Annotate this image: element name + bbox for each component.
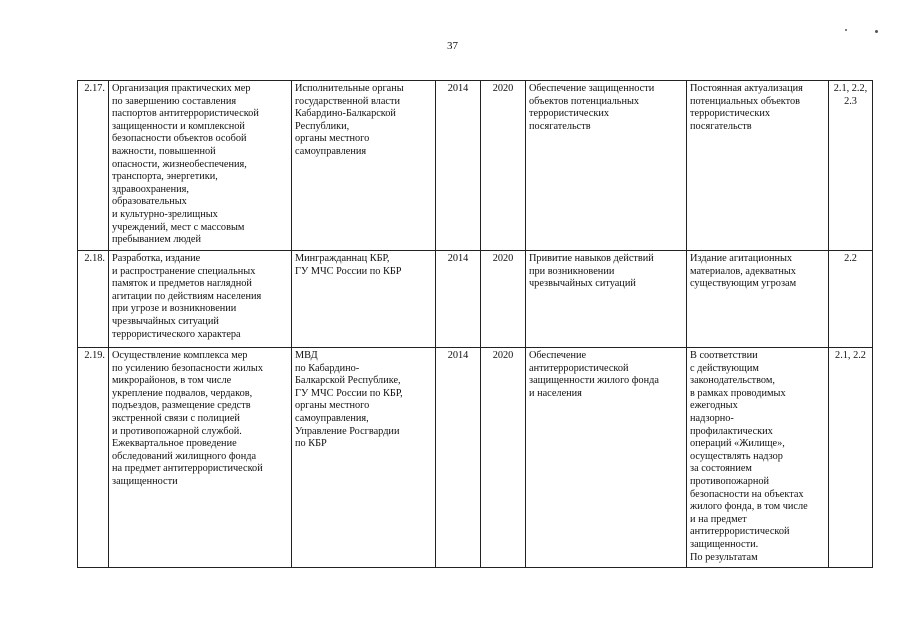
executors [292,251,436,348]
expected-result-line: материалов, адекватных [690,265,796,277]
goal-line: чрезвычайных ситуаций [529,278,636,290]
goal [526,251,687,348]
table-row [78,81,873,251]
expected-result-line: законодательством, [690,375,775,387]
item-number: 2.17. [78,81,109,251]
goal-line: террористических [529,108,609,120]
table-row [78,348,873,568]
expected-result-line: противопожарной [690,475,770,487]
item-number: 2.18. [78,251,109,348]
goal [526,348,687,568]
executors-line: государственной власти [295,95,400,107]
executors-line: по Кабардино- [295,362,360,374]
expected-result-line: существующим угрозам [690,278,797,290]
task-description-line: экстренной связи с полицией [112,412,240,424]
expected-result-line: за состоянием [690,463,752,475]
task-description-line: обследований жилищного фонда [112,450,257,462]
indicators-line: 2.1, 2.2, [833,83,868,94]
task-description-line: террористического характера [112,328,241,340]
task-description-line: при угрозе и возникновении [112,303,237,315]
expected-result-line: операций «Жилище», [690,438,785,450]
executors-line: ГУ МЧС России по КБР, [295,387,403,399]
executors-line: Балкарской Республике, [295,375,401,387]
expected-result-line: Постоянная актуализация [690,83,803,94]
task-description-line: на предмет антитеррористической [112,463,263,475]
executors [292,348,436,568]
executors-line: ГУ МЧС России по КБР [295,265,402,277]
task-description-line: важности, повышенной [112,145,216,157]
page-number: 37 [447,40,458,52]
task-description-line: памяток и предметов наглядной [112,278,252,290]
task-description [109,251,292,348]
indicators [829,348,873,568]
task-description-line: по усилению безопасности жилых [112,362,263,374]
indicators [829,251,873,348]
task-description-line: образовательных [112,196,187,208]
expected-result-line: посягательств [690,120,752,132]
expected-result-line: жилого фонда, в том числе [690,501,808,513]
task-description-line: опасности, жизнеобеспечения, [112,158,247,170]
executors [292,81,436,251]
goal-line: объектов потенциальных [529,95,640,107]
executors-line: Исполнительные органы [295,83,404,94]
scan-speck [875,30,878,33]
executors-line: по КБР [295,438,327,450]
expected-result-line: Издание агитационных [690,253,793,264]
executors-line: органы местного [295,133,370,145]
expected-result-line: защищенности. [690,538,759,550]
task-description-line: укрепление подвалов, чердаков, [112,387,253,399]
start-year: 2014 [436,81,481,251]
goal-line: посягательств [529,120,591,132]
task-description [109,81,292,251]
goal-line: Привитие навыков действий [529,253,654,264]
scan-speck [845,29,847,31]
indicators-line: 2.1, 2.2 [835,350,866,361]
expected-result-line: антитеррористической [690,526,790,538]
task-description-line: Ежеквартальное проведение [112,438,237,450]
task-description-line: паспортов антитеррористической [112,108,259,120]
start-year: 2014 [436,251,481,348]
task-description-line: Осуществление комплекса мер [112,350,248,361]
end-year: 2020 [481,251,526,348]
task-description-line: по завершению составления [112,95,237,107]
indicators-line: 2.3 [844,95,857,107]
task-description [109,348,292,568]
expected-result-line: надзорно- [690,412,734,424]
expected-result-line: потенциальных объектов [690,95,801,107]
executors-line: МВД [295,350,318,361]
measures-table [77,80,873,568]
executors-line: Управление Росгвардии [295,425,400,437]
goal-line: и населения [529,387,582,399]
end-year: 2020 [481,81,526,251]
task-description-line: безопасности объектов особой [112,133,247,145]
goal-line: при возникновении [529,265,615,277]
expected-result-line: с действующим [690,362,759,374]
executors-line: органы местного [295,400,370,412]
task-description-line: агитации по действиям населения [112,290,262,302]
expected-result [687,348,829,568]
executors-line: самоуправления [295,145,367,157]
expected-result-line: В соответствии [690,350,758,361]
expected-result [687,251,829,348]
executors-line: Кабардино-Балкарской [295,108,396,120]
goal [526,81,687,251]
task-description-line: защищенности и комплексной [112,120,245,132]
executors-line: Республики, [295,120,350,132]
start-year: 2014 [436,348,481,568]
expected-result-line: По результатам [690,551,758,563]
task-description-line: пребыванием людей [112,234,201,246]
expected-result-line: безопасности на объектах [690,488,804,500]
task-description-line: Разработка, издание [112,253,201,264]
task-description-line: и распространение специальных [112,265,256,277]
expected-result-line: профилактических [690,425,773,437]
task-description-line: и противопожарной службой. [112,425,242,437]
task-description-line: и культурно-зрелищных [112,208,218,220]
task-description-line: подъездов, размещение средств [112,400,251,412]
expected-result-line: ежегодных [690,400,738,412]
expected-result [687,81,829,251]
goal-line: защищенности жилого фонда [529,375,659,387]
task-description-line: чрезвычайных ситуаций [112,315,219,327]
end-year: 2020 [481,348,526,568]
expected-result-line: и на предмет [690,513,747,525]
expected-result-line: в рамках проводимых [690,387,786,399]
task-description-line: транспорта, энергетики, [112,171,218,183]
expected-result-line: осуществлять надзор [690,450,783,462]
task-description-line: Организация практических мер [112,83,251,94]
goal-line: Обеспечение [529,350,587,361]
indicators [829,81,873,251]
executors-line: Мингражданнац КБР, [295,253,390,264]
executors-line: самоуправления, [295,412,369,424]
goal-line: антитеррористической [529,362,629,374]
task-description-line: защищенности [112,475,178,487]
task-description-line: здравоохранения, [112,183,189,195]
task-description-line: учреждений, мест с массовым [112,221,245,233]
table-row [78,251,873,348]
goal-line: Обеспечение защищенности [529,83,655,94]
indicators-line: 2.2 [844,253,857,264]
item-number: 2.19. [78,348,109,568]
expected-result-line: террористических [690,108,770,120]
task-description-line: микрорайонов, в том числе [112,375,232,387]
